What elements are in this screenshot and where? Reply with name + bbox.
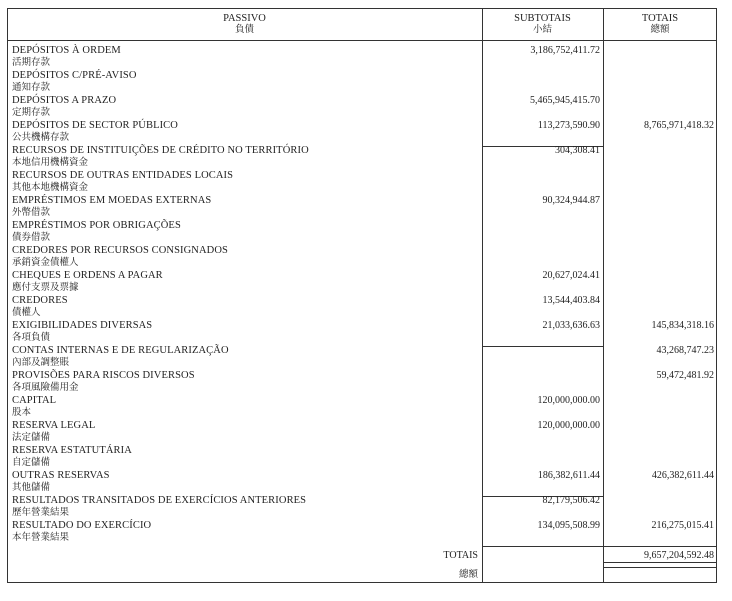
grand-total-double-underline	[603, 567, 717, 568]
row-subtotal: 21,033,636.63	[542, 320, 600, 331]
row-label-pt: DEPÓSITOS A PRAZO	[12, 95, 117, 106]
row-label-pt: EMPRÉSTIMOS POR OBRIGAÇÕES	[12, 220, 181, 231]
row-label-zh: 債權人	[12, 307, 41, 318]
row-subtotal: 82,179,506.42	[542, 495, 600, 506]
header-passivo-pt: PASSIVO	[223, 13, 266, 24]
table-row	[12, 495, 712, 520]
header-passivo-zh: 負債	[234, 24, 254, 35]
table-row	[12, 345, 712, 370]
row-label-pt: CAPITAL	[12, 395, 57, 406]
row-total: 216,275,015.41	[651, 520, 714, 531]
row-label-pt: CONTAS INTERNAS E DE REGULARIZAÇÃO	[12, 345, 229, 356]
row-label-zh: 通知存款	[12, 82, 51, 93]
row-label-pt: DEPÓSITOS À ORDEM	[12, 45, 121, 56]
row-label-pt: RESULTADO DO EXERCÍCIO	[12, 520, 152, 531]
row-label-pt: OUTRAS RESERVAS	[12, 470, 110, 481]
header-passivo	[7, 13, 482, 35]
header-totais	[603, 13, 717, 35]
header-totais-zh: 總額	[650, 24, 670, 35]
footer-totais-label: TOTAIS	[443, 550, 478, 561]
header-divider	[7, 40, 717, 41]
row-subtotal: 186,382,611.44	[537, 470, 600, 481]
table-row	[12, 45, 712, 70]
row-total: 8,765,971,418.32	[644, 120, 714, 131]
table-row	[12, 145, 712, 170]
row-label-zh: 其他本地機構資金	[12, 182, 89, 193]
row-subtotal: 20,627,024.41	[542, 270, 600, 281]
row-label-pt: EXIGIBILIDADES DIVERSAS	[12, 320, 153, 331]
row-label-zh: 其他儲備	[12, 482, 51, 493]
row-label-pt: RESULTADOS TRANSITADOS DE EXERCÍCIOS ANTERIORES	[12, 495, 307, 506]
table-row	[12, 520, 712, 545]
row-label-zh: 本年營業結果	[12, 532, 70, 543]
row-total: 59,472,481.92	[656, 370, 714, 381]
row-label-zh: 歷年營業結果	[12, 507, 70, 518]
row-label-pt: DEPÓSITOS DE SECTOR PÚBLICO	[12, 120, 178, 131]
row-label-zh: 內部及調整賬	[12, 357, 70, 368]
row-label-zh: 股本	[12, 407, 32, 418]
row-label-pt: RESERVA ESTATUTÁRIA	[12, 445, 132, 456]
table-row	[12, 395, 712, 420]
table-row	[12, 70, 712, 95]
row-subtotal: 134,095,508.99	[537, 520, 600, 531]
subtotal-group-line	[482, 546, 603, 547]
row-label-zh: 自定儲備	[12, 457, 51, 468]
table-row	[12, 220, 712, 245]
row-subtotal: 3,186,752,411.72	[530, 45, 600, 56]
row-label-zh: 定期存款	[12, 107, 51, 118]
table-row	[12, 270, 712, 295]
row-label-pt: CHEQUES E ORDENS A PAGAR	[12, 270, 163, 281]
row-total: 43,268,747.23	[656, 345, 714, 356]
row-label-pt: CREDORES	[12, 295, 68, 306]
footer-totais-zh: 總額	[458, 569, 478, 580]
table-row	[12, 295, 712, 320]
grand-total-value: 9,657,204,592.48	[644, 550, 714, 561]
row-subtotal: 120,000,000.00	[537, 395, 600, 406]
row-subtotal: 120,000,000.00	[537, 420, 600, 431]
row-label-pt: CREDORES POR RECURSOS CONSIGNADOS	[12, 245, 228, 256]
header-subtotais	[482, 13, 603, 35]
row-subtotal: 5,465,945,415.70	[530, 95, 600, 106]
row-subtotal: 304,308.41	[555, 145, 600, 156]
row-label-pt: RECURSOS DE OUTRAS ENTIDADES LOCAIS	[12, 170, 234, 181]
row-label-zh: 公共機構存款	[12, 132, 70, 143]
row-label-zh: 各項風險備用金	[12, 382, 79, 393]
row-label-zh: 法定儲備	[12, 432, 51, 443]
row-subtotal: 113,273,590.90	[537, 120, 600, 131]
row-total: 145,834,318.16	[651, 320, 714, 331]
totals-divider	[603, 546, 717, 547]
table-row	[12, 195, 712, 220]
row-label-pt: EMPRÉSTIMOS EM MOEDAS EXTERNAS	[12, 195, 212, 206]
row-label-zh: 各項負債	[12, 332, 51, 343]
table-row	[12, 245, 712, 270]
header-totais-pt: TOTAIS	[641, 13, 679, 24]
table-row	[12, 420, 712, 445]
row-label-pt: RESERVA LEGAL	[12, 420, 96, 431]
row-total: 426,382,611.44	[651, 470, 714, 481]
table-row	[12, 170, 712, 195]
row-label-zh: 債券借款	[12, 232, 51, 243]
row-label-zh: 應付支票及票據	[12, 282, 79, 293]
table-row	[12, 370, 712, 395]
row-subtotal: 13,544,403.84	[542, 295, 600, 306]
header-subtotais-zh: 小結	[532, 24, 552, 35]
row-label-zh: 本地信用機構資金	[12, 157, 89, 168]
table-row	[12, 120, 712, 145]
grand-total-underline	[603, 562, 717, 563]
row-label-zh: 外幣借款	[12, 207, 51, 218]
table-row	[12, 445, 712, 470]
row-label-pt: PROVISÕES PARA RISCOS DIVERSOS	[12, 370, 195, 381]
table-row	[12, 320, 712, 345]
row-label-zh: 活期存款	[12, 57, 51, 68]
row-subtotal: 90,324,944.87	[542, 195, 600, 206]
table-row	[12, 470, 712, 495]
row-label-zh: 承銷資金債權人	[12, 257, 79, 268]
header-subtotais-pt: SUBTOTAIS	[514, 13, 571, 24]
row-label-pt: RECURSOS DE INSTITUIÇÕES DE CRÉDITO NO TERRITÓRIO	[12, 145, 309, 156]
row-label-pt: DEPÓSITOS C/PRÉ-AVISO	[12, 70, 137, 81]
table-row	[12, 95, 712, 120]
